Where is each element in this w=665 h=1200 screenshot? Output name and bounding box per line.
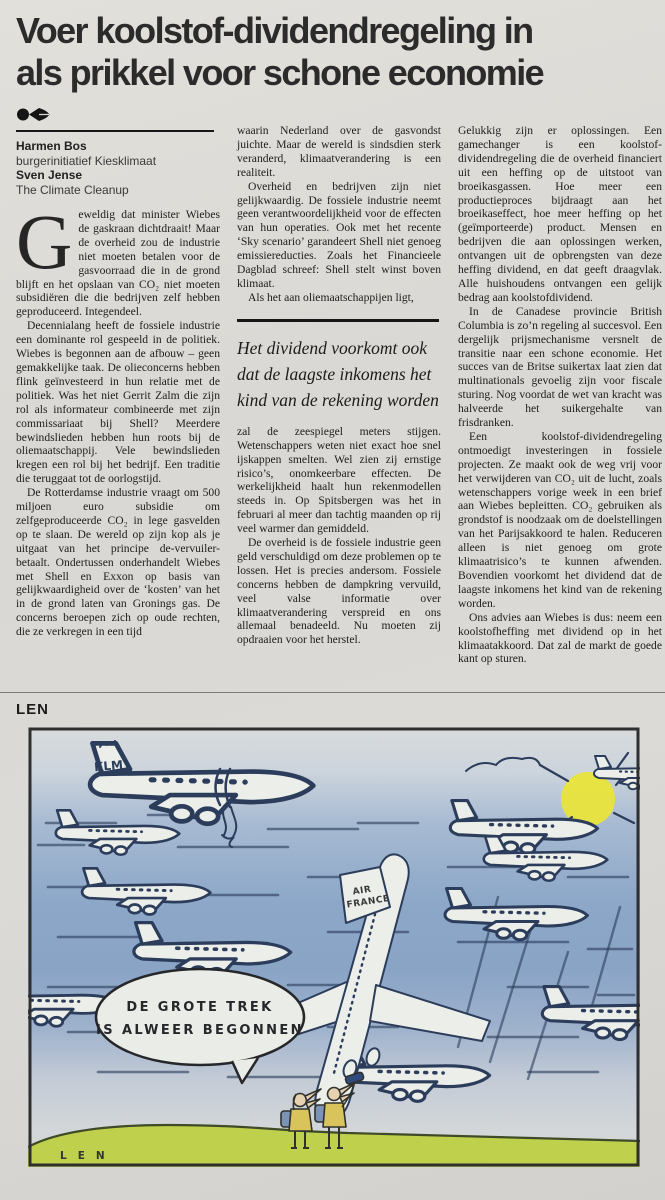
- cartoonist-name: LEN: [16, 701, 49, 718]
- headline-line-1: Voer koolstof-dividendregeling in: [16, 10, 533, 51]
- paragraph: Als het aan oliemaatschappijen ligt,: [248, 290, 414, 304]
- opinion-pen-icon: [16, 106, 220, 124]
- headline-line-2: als prikkel voor schone economie: [16, 52, 544, 93]
- column-3: [458, 102, 662, 688]
- paragraph-text: eweldig dat minister Wiebes de gaskraan dichtdraait! Maar de overheid zou de industrie niet moeten betalen voor de gasvoorraad die in de grond blijft en het opslaan van CO₂ niet moeten subsidiëren die die bedrijven zelf hebben geproduceerd. Integendeel.: [16, 208, 220, 319]
- paragraph: Overheid en bedrijven zijn niet gelijkwaardig. De fossiele industrie neemt geen verantwoordelijkheid voor de effecten van hun operaties. Ook met het recente ‘Sky scenario’ garandeert Shell niet genoeg emissiereducties. Zoals het Financieele Dagblad schreef: Shell stelt winst boven klimaat.: [237, 179, 441, 290]
- paragraph: Decennialang heeft de fossiele industrie een dominante rol gespeeld in de politiek. Wiebes is begonnen aan de afbouw – geen gemakkelijke taak. De olieconcerns hebben flink geïnvesteerd in hun relatie met de politiek. Was het niet Gerrit Zalm die zijn rol als informateur combineerde met zijn commissariaat bij Shell? Meerdere bewindslieden hebben hun roots bij de oliemaatschappij. Vele bewindslieden kregen een rol bij het bedrijf. Een traditie die teruggaat tot de oorlogstijd.: [16, 319, 220, 486]
- speech-bubble-line2: IS ALWEER BEGONNEN: [96, 1023, 304, 1038]
- paragraph: [16, 198, 220, 319]
- air-france-tail-label-line1: AIR: [352, 884, 373, 898]
- cartoon-signature: LEN: [60, 1150, 116, 1162]
- author-affiliation: burgerinitiatief Kiesklimaat: [16, 153, 157, 168]
- editorial-cartoon: [28, 727, 640, 1167]
- paragraph: waarin Nederland over de gasvondst juichte. Maar de wereld is sindsdien sterk veranderd, klimaatverandering is een realiteit.: [237, 124, 441, 179]
- column-2: [237, 102, 441, 688]
- author-name: Harmen Bos: [16, 139, 87, 153]
- byline: [16, 139, 220, 197]
- author-affiliation: The Climate Cleanup: [16, 182, 129, 197]
- author-name: Sven Jense: [16, 168, 83, 182]
- paragraph: Een koolstof-dividendregeling ontmoedigt investeringen in fossiele projecten. Ze maakt ook de weg vrij voor het verwijderen van CO₂ uit de lucht, zoals wetenschappers vorige week in een brief aan Wiebes bepleitten. CO₂ gebruiken als grondstof is noodzaak om de doelstellingen van het Parijsakkoord te halen. Reduceren alleen is niet genoeg om grote klimaatrisico’s te kunnen afwenden. Bovendien voorkomt het dividend dat de laagste inkomens het kind van de rekening worden.: [458, 429, 662, 610]
- byline-rule: [16, 130, 214, 132]
- drop-cap: G: [16, 198, 73, 285]
- paragraph: De Rotterdamse industrie vraagt om 500 miljoen euro subsidie om zelfgeproduceerde CO₂ in lege gasvelden op te slaan. De wereld op zijn kop als je uitgaat van het principe de-vervuiler-betaalt. Ondertussen onderhandelt Wiebes met Shell en Exxon op basis van gelijkwaardigheid over de ‘kosten’ van het in de grond laten van Gronings gas. De concerns beroepen zich op oude rechten, die ze verkregen in een tijd: [16, 486, 220, 639]
- paragraph: In de Canadese provincie British Columbia is zo’n regeling al succesvol. Een dergelijk prijsmechanisme versnelt de transitie naar een schone economie. Het succes van de Britse suikertax laat zien dat multinationals gevoelig zijn voor fiscale sturing. Nog voordat de wet van kracht was halveerde het suikergehalte van frisdranken.: [458, 304, 662, 430]
- pull-quote: Het dividend voorkomt ook dat de laagste inkomens het kind van de rekening worden: [237, 319, 439, 413]
- cartoon-drawing: [28, 727, 640, 1167]
- article-columns: [0, 94, 665, 688]
- paragraph: De overheid is de fossiele industrie geen geld verschuldigd om deze problemen op te lossen. Het is precies andersom. Fossiele concerns hebben de dampkring vervuild, veel valse informatie over klimaatverandering verspreid en ons allemaal benadeeld. Nu moeten zij opdraaien voor het herstel.: [237, 536, 441, 647]
- paragraph: Ons advies aan Wiebes is dus: neem een koolstofheffing met dividend op in het klimaatakkoord. Dat zal de markt de goede kant op sturen.: [458, 610, 662, 666]
- paragraph: Gelukkig zijn er oplossingen. Een gamechanger is een koolstof-dividendregeling die de overheid financiert uit een heffing op de uitstoot van broeikasgassen. Hoe meer een productieproces bijdraagt aan het broeikaseffect, hoe meer heffing op het (geïmporteerde) product. Mensen en bedrijven die aan oplossingen werken, ontvangen uit de opbrengsten van deze heffing dividend, en dat geeft draagvlak. Alle huishoudens ontvangen een gelijk bedrag aan koolstofdividend.: [458, 124, 662, 304]
- air-france-tail-label-line2: FRANCE: [346, 893, 391, 911]
- klm-tail-label: KLM: [93, 757, 124, 775]
- paragraph: zal de zeespiegel meters stijgen. Wetenschappers weten niet exact hoe snel ijskappen smelten. Wel zien zij ernstige risico’s, onomkeerbare effecten. De werkelijkheid haalt hun rekenmodellen steeds in. Op Spitsbergen was het in februari al meer dan tachtig maanden op rij veel warmer dan gemiddeld.: [237, 424, 441, 536]
- speech-bubble-line1: DE GROTE TREK: [126, 1000, 274, 1015]
- column-1: [16, 102, 220, 688]
- page-title: [0, 0, 665, 94]
